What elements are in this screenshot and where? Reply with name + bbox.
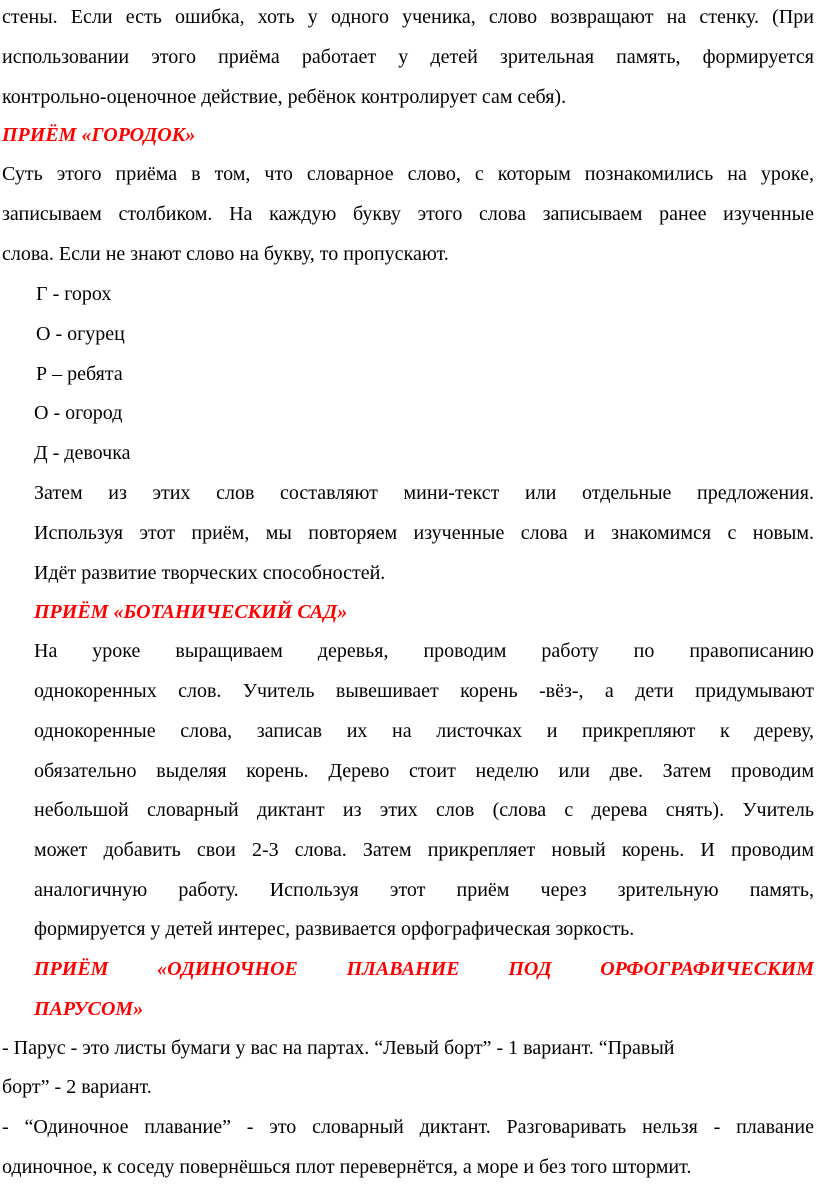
- gorodok-line-1: Суть этого приёма в том, что словарное слово, с которым познакомились на уроке,: [2, 163, 814, 185]
- gorodok-line-2: записываем столбиком. На каждую букву этого слова записываем ранее изученные: [2, 203, 814, 225]
- gorodok-after-line-1: Затем из этих слов составляют мини-текст или отдельные предложения.: [34, 482, 814, 504]
- botanical-line-5: небольшой словарный диктант из этих слов (слова с дерева снять). Учитель: [34, 799, 814, 821]
- sailing-line-1: - Парус - это листы бумаги у вас на партах. “Левый борт” - 1 вариант. “Правый: [2, 1037, 675, 1059]
- sailing-line-2: борт” - 2 вариант.: [2, 1076, 152, 1098]
- gorodok-word-2: О - огурец: [36, 323, 125, 345]
- botanical-line-2: однокоренных слов. Учитель вывешивает корень -вёз-, а дети придумывают: [34, 680, 814, 702]
- gorodok-word-1: Г - горох: [36, 283, 112, 305]
- sailing-line-3: - “Одиночное плавание” - это словарный диктант. Разговаривать нельзя - плавание: [2, 1116, 814, 1138]
- gorodok-word-4: О - огород: [34, 402, 123, 424]
- gorodok-after-line-3: Идёт развитие творческих способностей.: [34, 562, 386, 584]
- gorodok-word-3: Р – ребята: [36, 363, 123, 385]
- botanical-line-8: формируется у детей интерес, развивается орфографическая зоркость.: [34, 918, 635, 940]
- botanical-heading: ПРИЁМ «БОТАНИЧЕСКИЙ САД»: [34, 601, 348, 623]
- gorodok-line-3: слова. Если не знают слово на букву, то пропускают.: [2, 243, 449, 265]
- gorodok-after-line-2: Используя этот приём, мы повторяем изученные слова и знакомимся с новым.: [34, 522, 814, 544]
- intro-line-2: использовании этого приёма работает у детей зрительная память, формируется: [2, 46, 814, 68]
- sailing-heading-line-2: ПАРУСОМ»: [34, 998, 144, 1020]
- sailing-line-4: одиночное, к соседу повернёшься плот перевернётся, а море и без того штормит.: [2, 1156, 692, 1178]
- botanical-line-3: однокоренные слова, записав их на листочках и прикрепляют к дереву,: [34, 720, 814, 742]
- gorodok-word-5: Д - девочка: [34, 442, 131, 464]
- botanical-line-4: обязательно выделяя корень. Дерево стоит неделю или две. Затем проводим: [34, 760, 814, 782]
- intro-line-3: контрольно-оценочное действие, ребёнок контролирует сам себя).: [2, 86, 567, 108]
- botanical-line-6: может добавить свои 2-3 слова. Затем прикрепляет новый корень. И проводим: [34, 839, 814, 861]
- botanical-line-1: На уроке выращиваем деревья, проводим работу по правописанию: [34, 640, 814, 662]
- sailing-heading-line-1: ПРИЁМ «ОДИНОЧНОЕ ПЛАВАНИЕ ПОД ОРФОГРАФИЧЕСКИМ: [34, 958, 814, 980]
- gorodok-heading: ПРИЁМ «ГОРОДОК»: [2, 124, 196, 146]
- botanical-line-7: аналогичную работу. Используя этот приём через зрительную память,: [34, 879, 814, 901]
- intro-line-1: стены. Если есть ошибка, хоть у одного ученика, слово возвращают на стенку. (При: [2, 6, 814, 28]
